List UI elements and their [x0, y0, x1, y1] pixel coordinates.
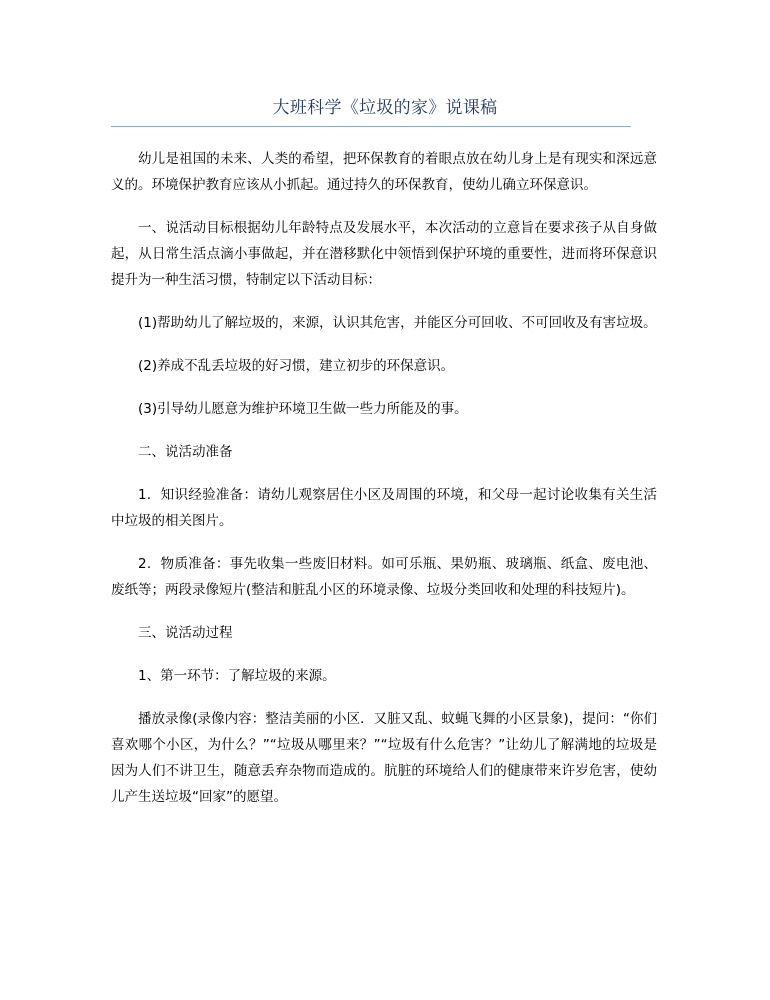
section-heading-process: 三、说活动过程	[138, 625, 233, 641]
preparation-item-1: 1．知识经验准备：请幼儿观察居住小区及周围的环境，和父母一起讨论收集有关生活中垃圾的相关图片。	[111, 487, 657, 529]
document-title: 大班科学《垃圾的家》说课稿	[272, 98, 498, 118]
objective-item-1: (1)帮助幼儿了解垃圾的，来源，认识其危害，并能区分可回收、不可回收及有害垃圾。	[138, 315, 657, 331]
process-step-1-heading: 1、第一环节：了解垃圾的来源。	[138, 668, 336, 684]
title-divider	[111, 126, 631, 127]
intro-paragraph: 幼儿是祖国的未来、人类的希望，把环保教育的着眼点放在幼儿身上是有现实和深远意义的。环境保护教育应该从小抓起。通过持久的环保教育，使幼儿确立环保意识。	[111, 151, 657, 193]
process-step-1-paragraph: 播放录像(录像内容：整洁美丽的小区．又脏又乱、蚊蝇飞舞的小区景象)，提问：“你们喜欢哪个小区，为什么？”“垃圾从哪里来？”“垃圾有什么危害？”让幼儿了解满地的垃圾是因为人们不讲卫生，随意丢弃杂物而造成的。肮脏的环境给人们的健康带来许岁危害，使幼儿产生送垃圾“回家”的愿望。	[111, 711, 657, 805]
preparation-item-2: 2．物质准备：事先收集一些废旧材料。如可乐瓶、果奶瓶、玻璃瓶、纸盒、废电池、废纸等；两段录像短片(整洁和脏乱小区的环境录像、垃圾分类回收和处理的科技短片)。	[111, 556, 657, 598]
document-body	[111, 146, 657, 827]
section-heading-preparation: 二、说活动准备	[138, 444, 233, 460]
section-objectives-paragraph: 一、说活动目标根据幼儿年龄特点及发展水平，本次活动的立意旨在要求孩子从自身做起，从日常生活点滴小事做起，并在潜移默化中领悟到保护环境的重要性，进而将环保意识提升为一种生活习惯，特制定以下活动目标：	[111, 220, 657, 288]
objective-item-3: (3)引导幼儿愿意为维护环境卫生做一些力所能及的事。	[138, 401, 468, 417]
objective-item-2: (2)养成不乱丢垃圾的好习惯，建立初步的环保意识。	[138, 358, 455, 374]
